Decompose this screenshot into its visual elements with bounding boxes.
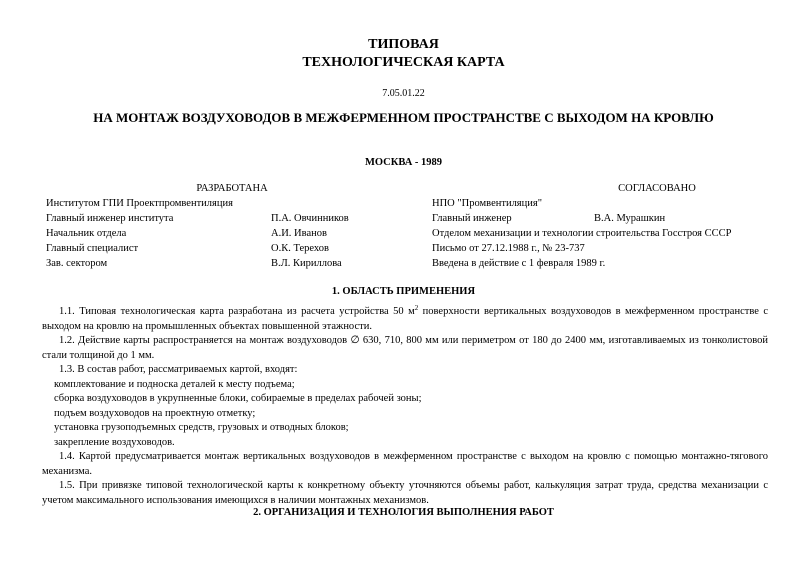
list-item: установка грузоподъемных средств, грузовых и отводных блоков;	[54, 422, 349, 433]
approved-row	[432, 212, 782, 227]
square-superscript: 2	[414, 304, 419, 312]
approved-row	[432, 197, 782, 212]
section-1-heading: 1. ОБЛАСТЬ ПРИМЕНЕНИЯ	[331, 286, 476, 297]
main-title: НА МОНТАЖ ВОЗДУХОВОДОВ В МЕЖФЕРМЕННОМ ПРОСТРАНСТВЕ С ВЫХОДОМ НА КРОВЛЮ	[93, 110, 714, 125]
developed-name: А.И. Иванов	[271, 227, 327, 239]
developed-role: Главный инженер института	[46, 212, 174, 224]
doc-type-title: ТИПОВАЯ	[368, 37, 439, 52]
approved-role: Введена в действие с 1 февраля 1989 г.	[432, 258, 606, 270]
developed-row	[46, 197, 386, 212]
list-item: сборка воздуховодов в укрупненные блоки, собираемые в пределах рабочей зоны;	[54, 393, 422, 404]
developed-row	[46, 212, 386, 227]
developed-row	[46, 227, 386, 242]
approved-row	[432, 227, 782, 242]
paragraph-1-5: 1.5. При привязке типовой технологической карты к конкретному объекту уточняются объемы работ, калькуляция затрат труда, средства механизации с учетом максимального использования имеющихся в наличии монтажных механизмов.	[42, 480, 768, 506]
doc-code: 7.05.01.22	[382, 88, 425, 99]
developed-block	[46, 182, 386, 272]
developed-row	[46, 242, 386, 257]
approved-row	[432, 242, 782, 257]
developed-role: Институтом ГПИ Проектпромвентиляция	[46, 197, 233, 209]
developed-row	[46, 257, 386, 272]
developed-role: Главный специалист	[46, 243, 139, 255]
paragraph-1-1-end: поверхности вертикальных воздуховодов в межферменном пространстве с выходом на кровлю на промышленных объектах повышенной этажности.	[42, 306, 768, 332]
paragraph-1-4: 1.4. Картой предусматривается монтаж вертикальных воздуховодов в межферменном пространстве с выходом на кровлю с помощью монтажно-тягового механизма.	[42, 451, 768, 477]
developed-heading: РАЗРАБОТАНА	[196, 183, 268, 194]
paragraph-1-1-start: 1.1. Типовая технологическая карта разработана из расчета устройства 50 м	[59, 306, 415, 317]
doc-type-subtitle: ТЕХНОЛОГИЧЕСКАЯ КАРТА	[302, 55, 505, 70]
section-2-heading: 2. ОРГАНИЗАЦИЯ И ТЕХНОЛОГИЯ ВЫПОЛНЕНИЯ РАБОТ	[253, 507, 554, 518]
approved-role: Письмо от 27.12.1988 г., № 23-737	[432, 243, 585, 255]
developed-name: В.Л. Кириллова	[271, 258, 342, 270]
paragraph-1-2: 1.2. Действие карты распространяется на монтаж воздуховодов ∅ 630, 710, 800 мм или периметром от 180 до 2400 мм, изготавливаемых из тонколистовой стали толщиной до 1 мм.	[42, 335, 768, 361]
approved-role: Главный инженер	[432, 212, 512, 224]
section-1-body	[42, 305, 768, 508]
list-item: закрепление воздуховодов.	[54, 436, 175, 448]
approved-heading: СОГЛАСОВАНО	[618, 183, 696, 194]
paragraph-1-1	[42, 305, 768, 334]
approved-name: В.А. Мурашкин	[594, 212, 666, 224]
approved-row	[432, 257, 782, 272]
approved-block	[432, 182, 782, 272]
developed-role: Зав. сектором	[46, 258, 108, 270]
developed-role: Начальник отдела	[46, 227, 127, 239]
approved-role: НПО "Промвентиляция"	[432, 197, 542, 209]
developed-name: О.К. Терехов	[271, 243, 329, 255]
list-item: комплектование и подноска деталей к месту подъема;	[54, 378, 295, 390]
list-item: подъем воздуховодов на проектную отметку;	[54, 407, 256, 419]
approved-role: Отделом механизации и технологии строительства Госстроя СССР	[432, 227, 732, 239]
city-year: МОСКВА - 1989	[364, 157, 443, 168]
paragraph-1-3: 1.3. В состав работ, рассматриваемых картой, входят:	[59, 364, 298, 375]
developed-name: П.А. Овчинников	[271, 212, 349, 224]
